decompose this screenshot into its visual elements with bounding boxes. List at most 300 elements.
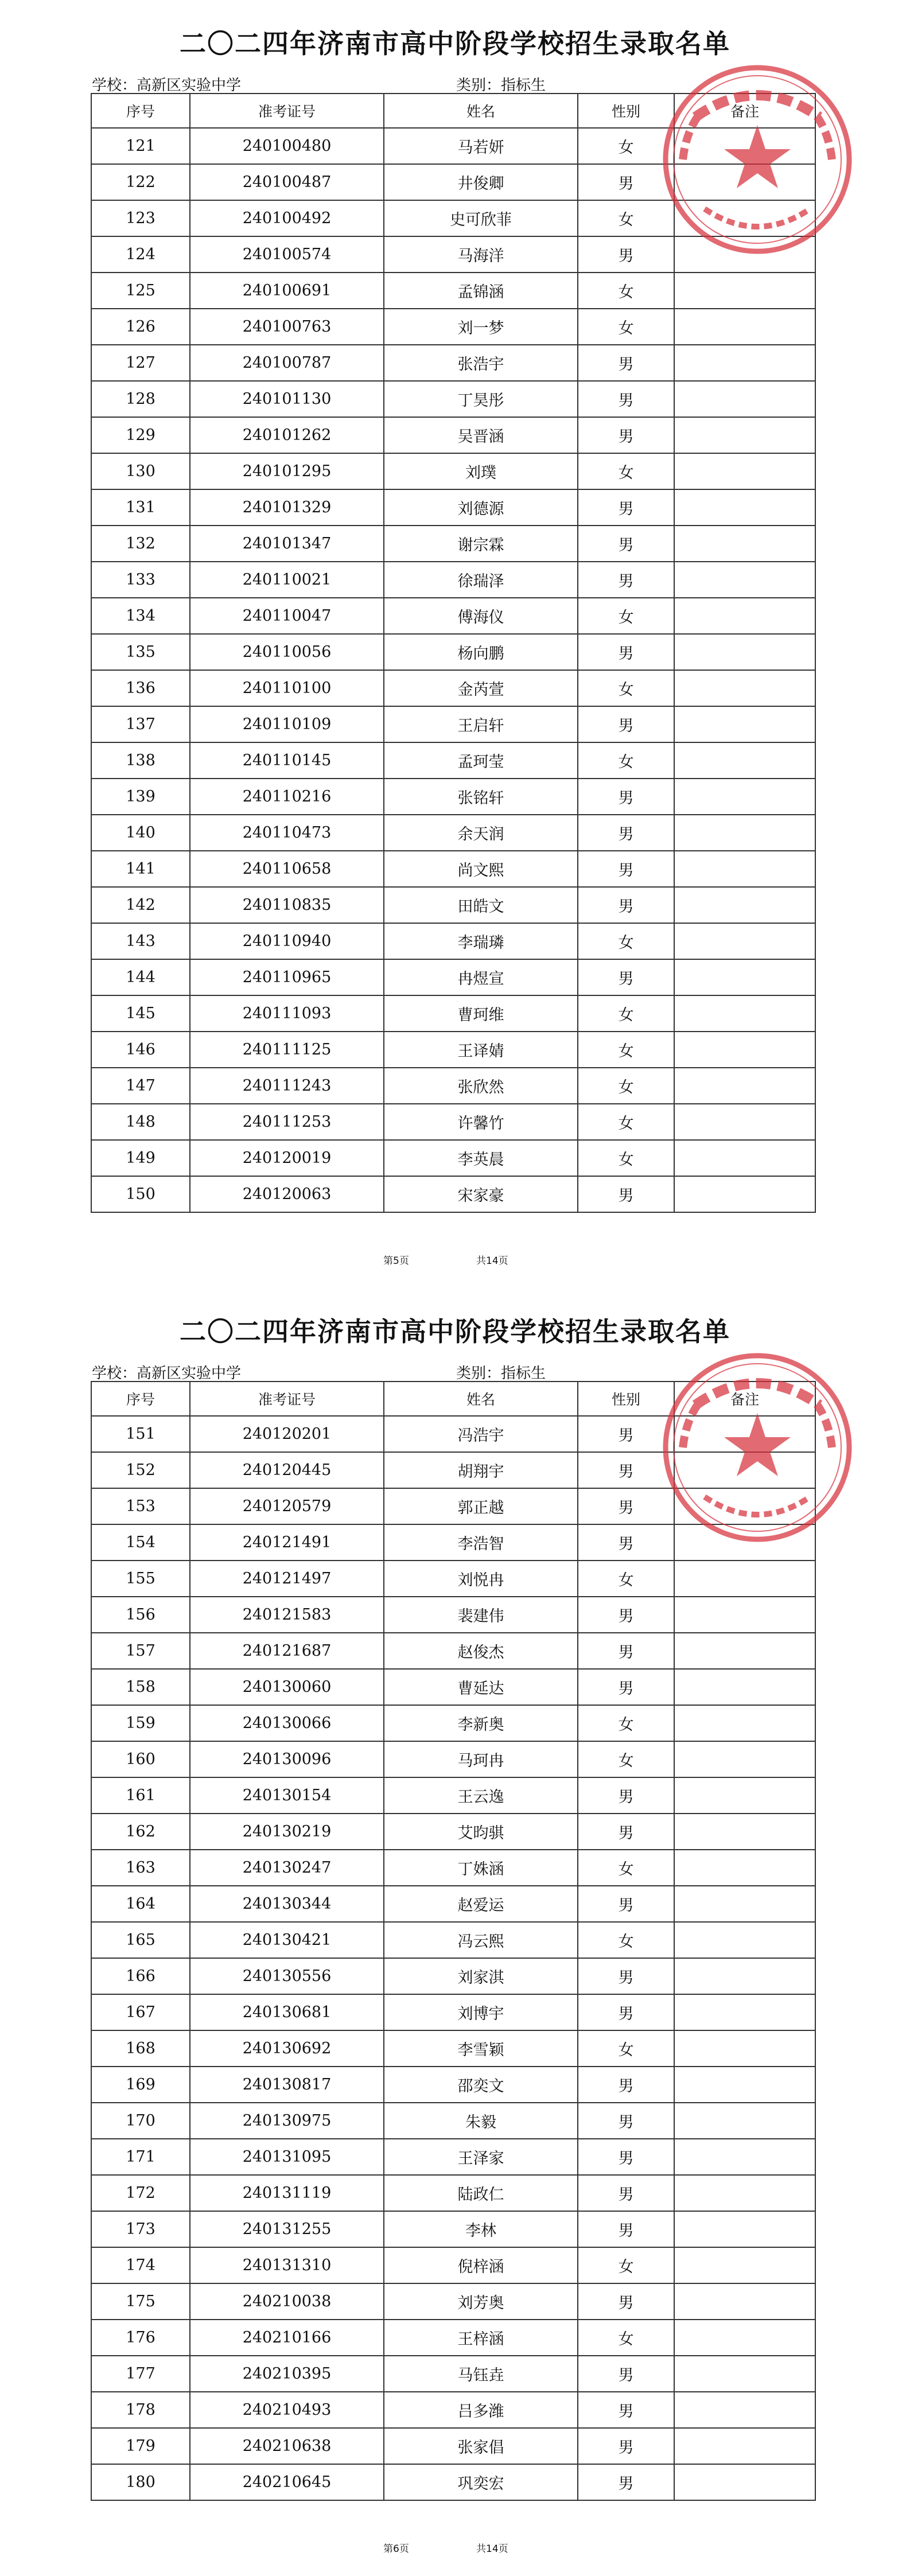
table-row: [91, 2464, 815, 2500]
cell-name: 李新奥: [384, 1705, 578, 1741]
cell-gender: 男: [578, 706, 674, 742]
table-row: [91, 706, 815, 742]
table-row: [91, 1922, 815, 1958]
cell-gender: 男: [578, 1176, 674, 1212]
cell-note: [674, 1032, 815, 1068]
cell-gender: 男: [578, 851, 674, 887]
cell-no: 132: [91, 526, 190, 562]
cell-note: [674, 1633, 815, 1669]
cell-gender: 女: [578, 2030, 674, 2067]
table-header-row: [91, 94, 815, 128]
table-row: [91, 1068, 815, 1104]
cell-gender: 女: [578, 200, 674, 236]
cell-exam-id: 240130975: [190, 2103, 384, 2139]
cell-exam-id: 240130692: [190, 2030, 384, 2067]
cell-note: [674, 1669, 815, 1705]
cell-note: [674, 236, 815, 273]
cell-note: [674, 1777, 815, 1814]
cell-gender: 女: [578, 309, 674, 345]
cell-no: 179: [91, 2428, 190, 2464]
cell-gender: 男: [578, 1886, 674, 1922]
cell-name: 王梓涵: [384, 2320, 578, 2356]
table-row: [91, 1597, 815, 1633]
cell-name: 李雪颖: [384, 2030, 578, 2067]
school-label: 学校：高新区实验中学: [92, 1365, 242, 1382]
cell-note: [674, 706, 815, 742]
cell-exam-id: 240110658: [190, 851, 384, 887]
page-title: 二〇二四年济南市高中阶段学校招生录取名单: [180, 28, 730, 59]
cell-note: [674, 2175, 815, 2211]
cell-name: 王启轩: [384, 706, 578, 742]
cell-no: 148: [91, 1104, 190, 1140]
cell-note: [674, 598, 815, 634]
cell-gender: 男: [578, 815, 674, 851]
cell-exam-id: 240210645: [190, 2464, 384, 2500]
cell-exam-id: 240121687: [190, 1633, 384, 1669]
cell-name: 李浩智: [384, 1524, 578, 1561]
cell-name: 徐瑞泽: [384, 562, 578, 598]
cell-no: 135: [91, 634, 190, 670]
cell-exam-id: 240130060: [190, 1669, 384, 1705]
cell-name: 张浩宇: [384, 345, 578, 381]
header-exam-id: 准考证号: [190, 94, 384, 128]
cell-name: 张欣然: [384, 1068, 578, 1104]
cell-no: 169: [91, 2067, 190, 2103]
cell-gender: 男: [578, 345, 674, 381]
cell-exam-id: 240110835: [190, 887, 384, 923]
cell-gender: 女: [578, 273, 674, 309]
category-label: 类别：指标生: [456, 1365, 546, 1382]
cell-exam-id: 240100787: [190, 345, 384, 381]
cell-no: 123: [91, 200, 190, 236]
table-row: [91, 1104, 815, 1140]
cell-note: [674, 1561, 815, 1597]
cell-gender: 女: [578, 1561, 674, 1597]
cell-name: 李瑞璘: [384, 923, 578, 959]
cell-gender: 女: [578, 2247, 674, 2283]
cell-exam-id: 240111125: [190, 1032, 384, 1068]
cell-exam-id: 240100492: [190, 200, 384, 236]
cell-exam-id: 240101295: [190, 453, 384, 489]
header-gender: 性别: [578, 1382, 674, 1416]
cell-name: 吴晋涵: [384, 417, 578, 453]
cell-gender: 男: [578, 1524, 674, 1561]
cell-name: 孟珂莹: [384, 742, 578, 779]
cell-exam-id: 240121583: [190, 1597, 384, 1633]
cell-note: [674, 2139, 815, 2175]
table-row: [91, 1850, 815, 1886]
cell-note: [674, 670, 815, 706]
table-row: [91, 598, 815, 634]
cell-gender: 男: [578, 1416, 674, 1452]
table-row: [91, 1524, 815, 1561]
cell-name: 刘悦冉: [384, 1561, 578, 1597]
cell-name: 丁姝涵: [384, 1850, 578, 1886]
cell-note: [674, 1416, 815, 1452]
cell-exam-id: 240130219: [190, 1814, 384, 1850]
header-no: 序号: [91, 1382, 190, 1416]
table-row: [91, 2067, 815, 2103]
cell-exam-id: 240101329: [190, 489, 384, 526]
cell-note: [674, 164, 815, 200]
cell-no: 158: [91, 1669, 190, 1705]
table-row: [91, 1777, 815, 1814]
cell-exam-id: 240130681: [190, 1994, 384, 2030]
cell-gender: 男: [578, 1488, 674, 1524]
cell-no: 136: [91, 670, 190, 706]
cell-gender: 男: [578, 1452, 674, 1488]
table-row: [91, 634, 815, 670]
cell-no: 172: [91, 2175, 190, 2211]
cell-note: [674, 2428, 815, 2464]
cell-gender: 男: [578, 1633, 674, 1669]
table-row: [91, 309, 815, 345]
cell-no: 131: [91, 489, 190, 526]
cell-gender: 女: [578, 1850, 674, 1886]
cell-exam-id: 240130344: [190, 1886, 384, 1922]
cell-no: 176: [91, 2320, 190, 2356]
table-row: [91, 2247, 815, 2283]
cell-name: 赵爱运: [384, 1886, 578, 1922]
table-row: [91, 562, 815, 598]
cell-name: 王译婧: [384, 1032, 578, 1068]
cell-note: [674, 1176, 815, 1212]
cell-no: 121: [91, 128, 190, 164]
cell-gender: 男: [578, 1669, 674, 1705]
cell-name: 谢宗霖: [384, 526, 578, 562]
cell-note: [674, 1814, 815, 1850]
cell-no: 166: [91, 1958, 190, 1994]
table-row: [91, 670, 815, 706]
table-row: [91, 381, 815, 417]
cell-gender: 女: [578, 2320, 674, 2356]
cell-note: [674, 2283, 815, 2320]
footer-page-number: 第6页: [383, 2543, 409, 2555]
cell-gender: 男: [578, 2356, 674, 2392]
cell-note: [674, 200, 815, 236]
school-label: 学校：高新区实验中学: [92, 77, 242, 94]
category-label: 类别：指标生: [456, 77, 546, 94]
cell-no: 137: [91, 706, 190, 742]
cell-gender: 男: [578, 489, 674, 526]
cell-name: 吕多潍: [384, 2392, 578, 2428]
cell-name: 邵奕文: [384, 2067, 578, 2103]
cell-gender: 男: [578, 526, 674, 562]
cell-no: 156: [91, 1597, 190, 1633]
table-row: [91, 236, 815, 273]
cell-exam-id: 240210493: [190, 2392, 384, 2428]
cell-exam-id: 240120019: [190, 1140, 384, 1176]
table-row: [91, 887, 815, 923]
cell-note: [674, 345, 815, 381]
cell-gender: 女: [578, 128, 674, 164]
cell-gender: 女: [578, 995, 674, 1032]
cell-gender: 男: [578, 959, 674, 995]
cell-gender: 男: [578, 2139, 674, 2175]
table-row: [91, 1705, 815, 1741]
cell-name: 马若妍: [384, 128, 578, 164]
cell-gender: 男: [578, 381, 674, 417]
table-header-row: [91, 1382, 815, 1416]
cell-exam-id: 240120063: [190, 1176, 384, 1212]
cell-no: 126: [91, 309, 190, 345]
cell-no: 175: [91, 2283, 190, 2320]
cell-exam-id: 240110100: [190, 670, 384, 706]
cell-no: 149: [91, 1140, 190, 1176]
cell-name: 巩奕宏: [384, 2464, 578, 2500]
cell-name: 丁昊彤: [384, 381, 578, 417]
cell-name: 曹延达: [384, 1669, 578, 1705]
cell-name: 杨向鹏: [384, 634, 578, 670]
cell-note: [674, 309, 815, 345]
cell-no: 160: [91, 1741, 190, 1777]
table-row: [91, 1741, 815, 1777]
cell-name: 张家倡: [384, 2428, 578, 2464]
table-row: [91, 1994, 815, 2030]
cell-name: 井俊卿: [384, 164, 578, 200]
cell-exam-id: 240120579: [190, 1488, 384, 1524]
table-row: [91, 1633, 815, 1669]
table-row: [91, 453, 815, 489]
cell-exam-id: 240101130: [190, 381, 384, 417]
footer-total-pages: 共14页: [476, 2543, 508, 2555]
cell-exam-id: 240131255: [190, 2211, 384, 2247]
cell-name: 李英晨: [384, 1140, 578, 1176]
cell-no: 150: [91, 1176, 190, 1212]
table-row: [91, 959, 815, 995]
cell-no: 125: [91, 273, 190, 309]
cell-exam-id: 240131119: [190, 2175, 384, 2211]
cell-note: [674, 2320, 815, 2356]
table-row: [91, 1032, 815, 1068]
cell-exam-id: 240110965: [190, 959, 384, 995]
cell-gender: 女: [578, 670, 674, 706]
cell-note: [674, 381, 815, 417]
cell-name: 马海洋: [384, 236, 578, 273]
cell-note: [674, 2356, 815, 2392]
cell-gender: 男: [578, 1777, 674, 1814]
cell-note: [674, 923, 815, 959]
cell-exam-id: 240130556: [190, 1958, 384, 1994]
cell-no: 178: [91, 2392, 190, 2428]
cell-name: 艾昀骐: [384, 1814, 578, 1850]
cell-no: 127: [91, 345, 190, 381]
cell-note: [674, 851, 815, 887]
cell-exam-id: 240110056: [190, 634, 384, 670]
header-name: 姓名: [384, 94, 578, 128]
cell-name: 刘一梦: [384, 309, 578, 345]
cell-note: [674, 2211, 815, 2247]
cell-note: [674, 634, 815, 670]
cell-no: 165: [91, 1922, 190, 1958]
footer-page-number: 第5页: [383, 1255, 409, 1267]
cell-no: 177: [91, 2356, 190, 2392]
cell-name: 陆政仁: [384, 2175, 578, 2211]
cell-name: 冯云熙: [384, 1922, 578, 1958]
cell-exam-id: 240101262: [190, 417, 384, 453]
cell-gender: 女: [578, 598, 674, 634]
cell-note: [674, 779, 815, 815]
cell-note: [674, 2067, 815, 2103]
admission-table: [91, 93, 816, 1213]
table-row: [91, 2030, 815, 2067]
cell-no: 152: [91, 1452, 190, 1488]
cell-name: 刘璞: [384, 453, 578, 489]
table-row: [91, 1886, 815, 1922]
cell-note: [674, 1994, 815, 2030]
table-row: [91, 995, 815, 1032]
cell-name: 裴建伟: [384, 1597, 578, 1633]
table-row: [91, 2103, 815, 2139]
admission-table: [91, 1381, 816, 2501]
table-body: [91, 128, 815, 1212]
cell-no: 173: [91, 2211, 190, 2247]
cell-name: 冉煜宣: [384, 959, 578, 995]
cell-no: 130: [91, 453, 190, 489]
table-row: [91, 2175, 815, 2211]
cell-name: 宋家豪: [384, 1176, 578, 1212]
cell-note: [674, 562, 815, 598]
cell-no: 171: [91, 2139, 190, 2175]
table-row: [91, 489, 815, 526]
cell-note: [674, 1140, 815, 1176]
cell-gender: 女: [578, 453, 674, 489]
cell-note: [674, 1488, 815, 1524]
cell-name: 曹珂维: [384, 995, 578, 1032]
cell-exam-id: 240130066: [190, 1705, 384, 1741]
cell-gender: 男: [578, 779, 674, 815]
cell-no: 159: [91, 1705, 190, 1741]
cell-exam-id: 240100487: [190, 164, 384, 200]
cell-gender: 男: [578, 417, 674, 453]
table-row: [91, 779, 815, 815]
cell-no: 143: [91, 923, 190, 959]
cell-note: [674, 742, 815, 779]
cell-no: 129: [91, 417, 190, 453]
cell-no: 163: [91, 1850, 190, 1886]
cell-no: 155: [91, 1561, 190, 1597]
cell-gender: 女: [578, 1922, 674, 1958]
cell-exam-id: 240210038: [190, 2283, 384, 2320]
table-row: [91, 345, 815, 381]
cell-name: 田皓文: [384, 887, 578, 923]
cell-gender: 男: [578, 1597, 674, 1633]
cell-exam-id: 240110021: [190, 562, 384, 598]
cell-note: [674, 128, 815, 164]
cell-name: 傅海仪: [384, 598, 578, 634]
table-row: [91, 1416, 815, 1452]
cell-exam-id: 240111253: [190, 1104, 384, 1140]
table-row: [91, 815, 815, 851]
cell-exam-id: 240210395: [190, 2356, 384, 2392]
cell-note: [674, 489, 815, 526]
cell-gender: 男: [578, 634, 674, 670]
cell-name: 马珂冉: [384, 1741, 578, 1777]
table-row: [91, 2392, 815, 2428]
cell-note: [674, 1068, 815, 1104]
cell-exam-id: 240110109: [190, 706, 384, 742]
header-note: 备注: [674, 94, 815, 128]
header-name: 姓名: [384, 1382, 578, 1416]
cell-exam-id: 240110473: [190, 815, 384, 851]
cell-name: 张铭轩: [384, 779, 578, 815]
table-row: [91, 1140, 815, 1176]
cell-exam-id: 240101347: [190, 526, 384, 562]
table-row: [91, 128, 815, 164]
cell-no: 161: [91, 1777, 190, 1814]
cell-exam-id: 240131095: [190, 2139, 384, 2175]
cell-no: 151: [91, 1416, 190, 1452]
cell-no: 157: [91, 1633, 190, 1669]
cell-note: [674, 417, 815, 453]
cell-no: 138: [91, 742, 190, 779]
cell-note: [674, 1524, 815, 1561]
cell-exam-id: 240120201: [190, 1416, 384, 1452]
cell-no: 133: [91, 562, 190, 598]
cell-note: [674, 1705, 815, 1741]
cell-name: 冯浩宇: [384, 1416, 578, 1452]
cell-gender: 女: [578, 1104, 674, 1140]
cell-exam-id: 240131310: [190, 2247, 384, 2283]
table-row: [91, 526, 815, 562]
table-row: [91, 1176, 815, 1212]
cell-gender: 男: [578, 562, 674, 598]
table-row: [91, 742, 815, 779]
cell-note: [674, 1104, 815, 1140]
table-row: [91, 2283, 815, 2320]
cell-exam-id: 240110145: [190, 742, 384, 779]
cell-name: 刘德源: [384, 489, 578, 526]
cell-no: 128: [91, 381, 190, 417]
table-row: [91, 2211, 815, 2247]
cell-no: 174: [91, 2247, 190, 2283]
cell-note: [674, 887, 815, 923]
table-body: [91, 1416, 815, 2500]
cell-exam-id: 240130247: [190, 1850, 384, 1886]
cell-no: 154: [91, 1524, 190, 1561]
cell-no: 122: [91, 164, 190, 200]
table-row: [91, 1488, 815, 1524]
cell-name: 许馨竹: [384, 1104, 578, 1140]
cell-note: [674, 2103, 815, 2139]
cell-exam-id: 240100763: [190, 309, 384, 345]
footer-total-pages: 共14页: [476, 1255, 508, 1267]
header-no: 序号: [91, 94, 190, 128]
table-row: [91, 2428, 815, 2464]
table-row: [91, 1561, 815, 1597]
table-row: [91, 1669, 815, 1705]
cell-exam-id: 240130421: [190, 1922, 384, 1958]
cell-no: 147: [91, 1068, 190, 1104]
cell-exam-id: 240100574: [190, 236, 384, 273]
cell-exam-id: 240130154: [190, 1777, 384, 1814]
cell-gender: 女: [578, 1705, 674, 1741]
cell-note: [674, 453, 815, 489]
table-row: [91, 417, 815, 453]
cell-no: 144: [91, 959, 190, 995]
cell-note: [674, 959, 815, 995]
cell-name: 朱毅: [384, 2103, 578, 2139]
cell-gender: 男: [578, 164, 674, 200]
cell-name: 赵俊杰: [384, 1633, 578, 1669]
cell-no: 134: [91, 598, 190, 634]
cell-gender: 男: [578, 2211, 674, 2247]
cell-gender: 男: [578, 1994, 674, 2030]
header-gender: 性别: [578, 94, 674, 128]
table-row: [91, 2320, 815, 2356]
cell-no: 142: [91, 887, 190, 923]
cell-note: [674, 1922, 815, 1958]
